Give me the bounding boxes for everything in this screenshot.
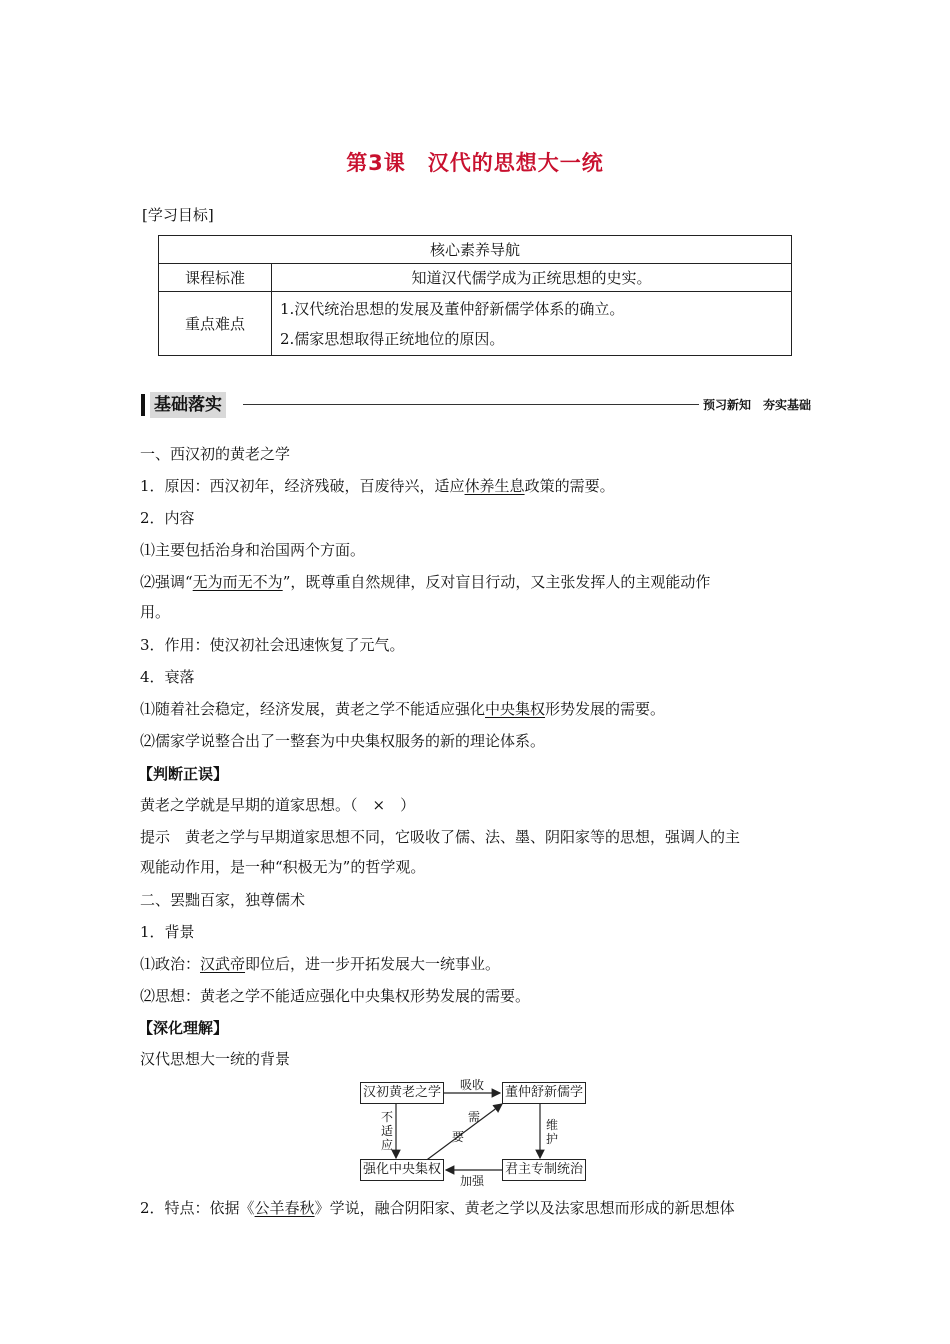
node-dongzhongshu: 董仲舒新儒学 — [502, 1082, 586, 1104]
deepen-heading: 【深化理解】 — [138, 1019, 229, 1037]
part1-heading: 一、西汉初的黄老之学 — [140, 445, 291, 463]
part1-p4: 4．衰落 — [140, 668, 195, 686]
judge-statement: 黄老之学就是早期的道家思想。（ × ） — [140, 796, 416, 814]
label-need-1: 需 — [468, 1110, 481, 1124]
label-not-adapt: 不适应 — [380, 1110, 393, 1152]
deepen-caption: 汉代思想大一统的背景 — [140, 1050, 291, 1068]
blank-answer: 汉武帝 — [200, 955, 246, 973]
part1-p4-1: ⑴随着社会稳定，经济发展，黄老之学不能适应强化中央集权形势发展的需要。 — [140, 700, 666, 718]
part1-p2-1: ⑴主要包括治身和治国两个方面。 — [140, 541, 366, 559]
part1-p2-2: ⑵强调“无为而无不为”，既尊重自然规律，反对盲目行动，又主张发挥人的主观能动作 — [140, 573, 711, 591]
section-bar-rule — [243, 404, 699, 405]
label-need-2: 要 — [452, 1130, 465, 1144]
page-title: 第3课 汉代的思想大一统 — [346, 151, 604, 175]
section-bar-label: 基础落实 — [150, 392, 226, 418]
course-standard-text: 知道汉代儒学成为正统思想的史实。 — [272, 264, 792, 292]
background-diagram — [350, 1078, 600, 1190]
part2-heading: 二、罢黜百家，独尊儒术 — [140, 891, 306, 909]
section-bar — [141, 392, 811, 418]
part2-p1-1: ⑴政治：汉武帝即位后，进一步开拓发展大一统事业。 — [140, 955, 501, 973]
course-standard-label: 课程标准 — [159, 264, 272, 292]
part1-p4-2: ⑵儒家学说整合出了一整套为中央集权服务的新的理论体系。 — [140, 732, 546, 750]
goals-table — [158, 235, 792, 356]
key-point-2: 2.儒家思想取得正统地位的原因。 — [280, 329, 505, 348]
part2-p1-2: ⑵思想：黄老之学不能适应强化中央集权形势发展的需要。 — [140, 987, 531, 1005]
section-bar-subtitle: 预习新知 夯实基础 — [702, 398, 811, 412]
label-absorb: 吸收 — [460, 1078, 485, 1092]
part1-p2: 2．内容 — [140, 509, 195, 527]
judge-hint-line1: 提示 黄老之学与早期道家思想不同，它吸收了儒、法、墨、阴阳家等的思想，强调人的主 — [140, 828, 741, 846]
key-point-1: 1.汉代统治思想的发展及董仲舒新儒学体系的确立。 — [280, 299, 625, 318]
part2-p1: 1．背景 — [140, 923, 195, 941]
judge-hint-line2: 观能动作用，是一种“积极无为”的哲学观。 — [140, 858, 426, 876]
part1-p3: 3．作用：使汉初社会迅速恢复了元气。 — [140, 636, 405, 654]
part1-p1: 1．原因：西汉初年，经济残破，百废待兴，适应休养生息政策的需要。 — [140, 477, 615, 495]
blank-answer: 公羊春秋 — [254, 1199, 315, 1217]
key-points-label: 重点难点 — [159, 292, 272, 356]
goals-label: [学习目标] — [142, 206, 214, 224]
blank-answer: 中央集权 — [485, 700, 546, 718]
label-strengthen: 加强 — [460, 1174, 485, 1188]
node-huanglao: 汉初黄老之学 — [360, 1082, 444, 1104]
part1-p2-2-cont: 用。 — [140, 603, 171, 621]
goals-header: 核心素养导航 — [159, 236, 792, 264]
node-centralization: 强化中央集权 — [360, 1159, 444, 1181]
part2-p2: 2．特点：依据《公羊春秋》学说，融合阴阳家、黄老之学以及法家思想而形成的新思想体 — [140, 1199, 735, 1217]
key-points-cell — [272, 292, 792, 356]
blank-answer: 无为而无不为 — [192, 573, 283, 591]
node-autocracy: 君主专制统治 — [502, 1159, 586, 1181]
blank-answer: 休养生息 — [464, 477, 525, 495]
section-bar-marker — [141, 394, 145, 416]
label-maintain: 维护 — [545, 1118, 558, 1146]
judge-heading: 【判断正误】 — [138, 765, 229, 783]
